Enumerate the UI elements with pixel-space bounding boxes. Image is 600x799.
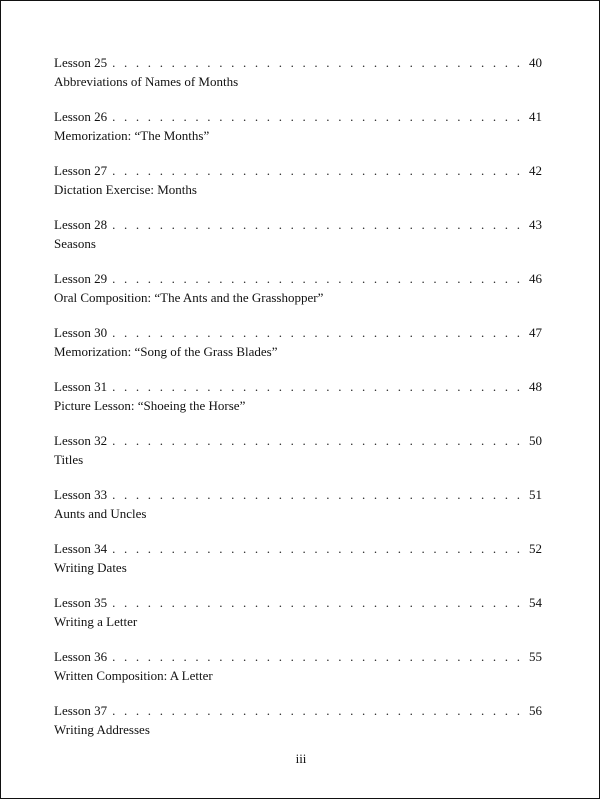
- page-number: 52: [529, 541, 542, 556]
- lesson-label: Lesson 27: [54, 163, 108, 178]
- toc-entry-lesson-35: [54, 595, 542, 649]
- lesson-line: [54, 55, 542, 71]
- page-number: 43: [529, 217, 542, 232]
- toc-entry-lesson-30: [54, 325, 542, 379]
- lesson-label: Lesson 34: [54, 541, 108, 556]
- dot-leader: [112, 109, 527, 125]
- lesson-line: [54, 433, 542, 449]
- lesson-label: Lesson 31: [54, 379, 108, 394]
- lesson-line: [54, 271, 542, 287]
- dot-leader: [112, 703, 527, 719]
- page-number: 41: [529, 109, 542, 124]
- lesson-line: [54, 595, 542, 611]
- dot-leader: [112, 55, 527, 71]
- page-number: 47: [529, 325, 542, 340]
- dot-leader: [112, 649, 527, 665]
- toc-entry-lesson-31: [54, 379, 542, 433]
- lesson-label: Lesson 28: [54, 217, 108, 232]
- toc-entry-lesson-36: [54, 649, 542, 703]
- lesson-line: [54, 379, 542, 395]
- lesson-title: Written Composition: A Letter: [54, 668, 213, 683]
- lesson-title: Titles: [54, 452, 84, 467]
- dot-leader: [112, 595, 527, 611]
- lesson-title: Seasons: [54, 236, 96, 251]
- dot-leader: [112, 541, 527, 557]
- lesson-title: Memorization: “Song of the Grass Blades”: [54, 344, 278, 359]
- toc-entry-lesson-26: [54, 109, 542, 163]
- dot-leader: [112, 325, 527, 341]
- lesson-line: [54, 163, 542, 179]
- lesson-label: Lesson 37: [54, 703, 108, 718]
- lesson-line: [54, 487, 542, 503]
- toc-entry-lesson-25: [54, 55, 542, 109]
- page-number: 46: [529, 271, 542, 286]
- lesson-title: Oral Composition: “The Ants and the Grasshopper”: [54, 290, 324, 305]
- lesson-line: [54, 649, 542, 665]
- page-number: 56: [529, 703, 542, 718]
- lesson-title: Writing a Letter: [54, 614, 138, 629]
- lesson-title: Dictation Exercise: Months: [54, 182, 197, 197]
- toc-entry-lesson-28: [54, 217, 542, 271]
- table-of-contents: [54, 55, 542, 757]
- page-number: 42: [529, 163, 542, 178]
- dot-leader: [112, 271, 527, 287]
- lesson-label: Lesson 26: [54, 109, 108, 124]
- toc-entry-lesson-34: [54, 541, 542, 595]
- page-number: 55: [529, 649, 542, 664]
- toc-entry-lesson-29: [54, 271, 542, 325]
- lesson-label: Lesson 29: [54, 271, 108, 286]
- lesson-title: Picture Lesson: “Shoeing the Horse”: [54, 398, 246, 413]
- lesson-title: Writing Dates: [54, 560, 127, 575]
- toc-entry-lesson-37: [54, 703, 542, 757]
- dot-leader: [112, 217, 527, 233]
- page-number: 54: [529, 595, 542, 610]
- page-number: 40: [529, 55, 542, 70]
- toc-entry-lesson-33: [54, 487, 542, 541]
- lesson-title: Abbreviations of Names of Months: [54, 74, 239, 89]
- lesson-label: Lesson 35: [54, 595, 108, 610]
- lesson-title: Memorization: “The Months”: [54, 128, 210, 143]
- toc-entry-lesson-32: [54, 433, 542, 487]
- lesson-title: Aunts and Uncles: [54, 506, 147, 521]
- lesson-label: Lesson 30: [54, 325, 108, 340]
- lesson-line: [54, 541, 542, 557]
- toc-entry-lesson-27: [54, 163, 542, 217]
- dot-leader: [112, 487, 527, 503]
- lesson-line: [54, 703, 542, 719]
- page-number: 48: [529, 379, 542, 394]
- lesson-line: [54, 325, 542, 341]
- lesson-label: Lesson 36: [54, 649, 108, 664]
- lesson-label: Lesson 33: [54, 487, 108, 502]
- lesson-label: Lesson 32: [54, 433, 108, 448]
- lesson-line: [54, 217, 542, 233]
- lesson-title: Writing Addresses: [54, 722, 150, 737]
- dot-leader: [112, 433, 527, 449]
- page-number: 50: [529, 433, 542, 448]
- dot-leader: [112, 163, 527, 179]
- page-folio: iii: [295, 751, 307, 766]
- page-number: 51: [529, 487, 542, 502]
- dot-leader: [112, 379, 527, 395]
- lesson-label: Lesson 25: [54, 55, 108, 70]
- lesson-line: [54, 109, 542, 125]
